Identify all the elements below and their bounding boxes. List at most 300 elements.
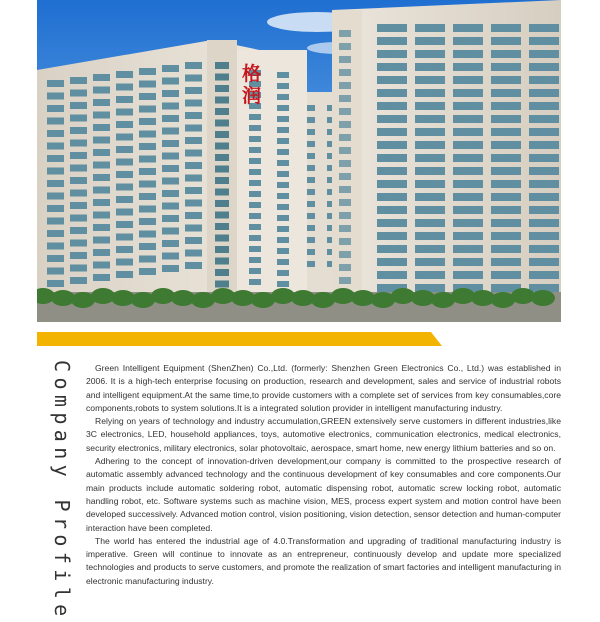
- window: [415, 271, 445, 279]
- window: [93, 224, 110, 231]
- window: [453, 141, 483, 149]
- window: [162, 165, 179, 172]
- window: [491, 89, 521, 97]
- window: [453, 154, 483, 162]
- window: [93, 99, 110, 106]
- window: [215, 223, 229, 230]
- window: [249, 246, 261, 252]
- window: [491, 154, 521, 162]
- window: [215, 235, 229, 242]
- window: [529, 193, 559, 201]
- window: [529, 76, 559, 84]
- window: [116, 184, 133, 191]
- window: [415, 141, 445, 149]
- section-title: Company Profile: [50, 360, 74, 622]
- window: [249, 279, 261, 285]
- window: [162, 128, 179, 135]
- window: [93, 249, 110, 256]
- window: [139, 143, 156, 150]
- window: [185, 150, 202, 157]
- window: [529, 102, 559, 110]
- window: [116, 209, 133, 216]
- factory-photo: [37, 0, 561, 322]
- window: [47, 218, 64, 225]
- window: [453, 167, 483, 175]
- window: [491, 128, 521, 136]
- window: [162, 115, 179, 122]
- window: [249, 136, 261, 142]
- window: [116, 246, 133, 253]
- window: [93, 74, 110, 81]
- window: [70, 252, 87, 259]
- window: [491, 258, 521, 266]
- window: [249, 125, 261, 131]
- window: [277, 116, 289, 122]
- window: [93, 274, 110, 281]
- window: [277, 226, 289, 232]
- window: [415, 154, 445, 162]
- window: [215, 108, 229, 115]
- window: [491, 115, 521, 123]
- window: [453, 50, 483, 58]
- window: [116, 121, 133, 128]
- window: [47, 280, 64, 287]
- window: [339, 264, 351, 271]
- window: [339, 212, 351, 219]
- window: [339, 225, 351, 232]
- window: [162, 103, 179, 110]
- window: [185, 112, 202, 119]
- window: [70, 115, 87, 122]
- window: [339, 95, 351, 102]
- window: [215, 189, 229, 196]
- window: [215, 212, 229, 219]
- window: [415, 76, 445, 84]
- window: [93, 124, 110, 131]
- window: [162, 65, 179, 72]
- window: [491, 180, 521, 188]
- window: [185, 225, 202, 232]
- window: [139, 206, 156, 213]
- window: [377, 154, 407, 162]
- window: [277, 193, 289, 199]
- window: [415, 115, 445, 123]
- yellow-band: [37, 332, 442, 346]
- window: [139, 68, 156, 75]
- window: [185, 87, 202, 94]
- window: [185, 162, 202, 169]
- window: [529, 154, 559, 162]
- window: [529, 50, 559, 58]
- factory-illustration: [37, 0, 561, 322]
- window: [185, 262, 202, 269]
- window: [162, 178, 179, 185]
- window: [47, 93, 64, 100]
- window: [415, 89, 445, 97]
- window: [70, 227, 87, 234]
- window: [249, 224, 261, 230]
- window: [377, 63, 407, 71]
- window: [70, 190, 87, 197]
- window: [93, 262, 110, 269]
- window: [377, 141, 407, 149]
- window: [529, 271, 559, 279]
- window: [377, 219, 407, 227]
- window: [453, 128, 483, 136]
- window: [491, 167, 521, 175]
- window: [529, 232, 559, 240]
- window: [453, 245, 483, 253]
- window: [215, 120, 229, 127]
- window: [116, 221, 133, 228]
- window: [249, 213, 261, 219]
- window: [139, 93, 156, 100]
- window: [377, 180, 407, 188]
- window: [93, 162, 110, 169]
- window: [215, 143, 229, 150]
- window: [491, 37, 521, 45]
- window: [277, 171, 289, 177]
- window: [139, 268, 156, 275]
- window: [415, 37, 445, 45]
- yellow-band-shape: [37, 332, 442, 346]
- window: [139, 256, 156, 263]
- window: [415, 245, 445, 253]
- window: [339, 134, 351, 141]
- window: [215, 281, 229, 288]
- window: [277, 105, 289, 111]
- window: [139, 168, 156, 175]
- window: [415, 128, 445, 136]
- window: [277, 83, 289, 89]
- window: [70, 215, 87, 222]
- window: [185, 200, 202, 207]
- window: [249, 268, 261, 274]
- window: [529, 24, 559, 32]
- window: [139, 81, 156, 88]
- window: [491, 219, 521, 227]
- window: [377, 102, 407, 110]
- window: [249, 169, 261, 175]
- window: [93, 212, 110, 219]
- window: [70, 177, 87, 184]
- window: [453, 24, 483, 32]
- window: [70, 265, 87, 272]
- window: [339, 147, 351, 154]
- profile-text: [86, 362, 561, 588]
- window: [116, 259, 133, 266]
- window: [491, 232, 521, 240]
- window: [249, 158, 261, 164]
- window: [377, 128, 407, 136]
- window: [491, 206, 521, 214]
- window: [377, 232, 407, 240]
- window: [215, 246, 229, 253]
- window: [339, 30, 351, 37]
- window: [162, 240, 179, 247]
- window: [491, 141, 521, 149]
- window: [116, 196, 133, 203]
- window: [215, 258, 229, 265]
- window: [277, 281, 289, 287]
- window: [339, 277, 351, 284]
- window: [185, 175, 202, 182]
- window: [277, 127, 289, 133]
- window: [453, 63, 483, 71]
- window: [377, 115, 407, 123]
- window: [116, 84, 133, 91]
- window: [47, 255, 64, 262]
- window: [162, 215, 179, 222]
- window: [70, 165, 87, 172]
- window: [277, 215, 289, 221]
- window: [93, 112, 110, 119]
- window: [70, 240, 87, 247]
- window: [249, 235, 261, 241]
- window: [377, 167, 407, 175]
- window: [215, 62, 229, 69]
- window: [339, 160, 351, 167]
- section-title-container: [38, 360, 78, 622]
- window: [116, 271, 133, 278]
- window: [377, 245, 407, 253]
- window: [415, 180, 445, 188]
- window: [491, 245, 521, 253]
- window: [47, 243, 64, 250]
- window: [529, 206, 559, 214]
- window: [415, 219, 445, 227]
- window: [277, 160, 289, 166]
- window: [491, 102, 521, 110]
- window: [453, 193, 483, 201]
- window: [339, 56, 351, 63]
- window: [185, 137, 202, 144]
- window: [47, 230, 64, 237]
- paragraph: Relying on years of technology and industry accumulation,GREEN extensively serve customers in different industries,like 3C electronics, LED, household appliances, toys, automotive electronics, communication electronics, medical electronics, security electronics, military electronics, solar photovoltaic, aerospace, smart home, new energy lithium batteries and so on.: [86, 416, 561, 453]
- window: [339, 251, 351, 258]
- window: [529, 258, 559, 266]
- window: [185, 212, 202, 219]
- window: [215, 154, 229, 161]
- paragraph: Adhering to the concept of innovation-driven development,our company is committed to the prospective research of automatic assembly advanced technology and the continuous development of key consumables and core components.Our main products include automatic soldering robot, automatic dispensing robot, automatic screw locking robot, automatic handling robot, etc. Software systems such as machine vision, MES, process expert system and motion control have been developed successively. Advanced motion control, vision positioning, vision detection, sensor detection and human-computer interaction have been completed.: [86, 456, 561, 533]
- window: [453, 37, 483, 45]
- window: [162, 140, 179, 147]
- window: [185, 125, 202, 132]
- window: [47, 105, 64, 112]
- window: [339, 238, 351, 245]
- window: [162, 153, 179, 160]
- window: [249, 257, 261, 263]
- window: [70, 102, 87, 109]
- window: [415, 193, 445, 201]
- window: [277, 204, 289, 210]
- window: [453, 180, 483, 188]
- window: [529, 141, 559, 149]
- window: [162, 265, 179, 272]
- window: [277, 259, 289, 265]
- window: [162, 78, 179, 85]
- window: [277, 270, 289, 276]
- window: [415, 258, 445, 266]
- window: [47, 155, 64, 162]
- window: [70, 202, 87, 209]
- window: [162, 203, 179, 210]
- window: [377, 271, 407, 279]
- window: [70, 77, 87, 84]
- window: [70, 277, 87, 284]
- window: [491, 76, 521, 84]
- window: [415, 167, 445, 175]
- window: [339, 121, 351, 128]
- window: [116, 146, 133, 153]
- window: [453, 115, 483, 123]
- window: [215, 166, 229, 173]
- window: [70, 140, 87, 147]
- window: [529, 180, 559, 188]
- window: [339, 173, 351, 180]
- window: [415, 63, 445, 71]
- window: [277, 72, 289, 78]
- window: [47, 205, 64, 212]
- window: [529, 219, 559, 227]
- window: [215, 269, 229, 276]
- window: [339, 199, 351, 206]
- window: [453, 232, 483, 240]
- window: [377, 37, 407, 45]
- window: [47, 143, 64, 150]
- window: [185, 100, 202, 107]
- window: [277, 248, 289, 254]
- window: [47, 193, 64, 200]
- window: [139, 193, 156, 200]
- window: [415, 102, 445, 110]
- window: [116, 96, 133, 103]
- window: [185, 237, 202, 244]
- window: [139, 131, 156, 138]
- window: [185, 62, 202, 69]
- window: [339, 186, 351, 193]
- window: [116, 171, 133, 178]
- window: [529, 37, 559, 45]
- window: [162, 253, 179, 260]
- window: [215, 74, 229, 81]
- window: [377, 24, 407, 32]
- window: [415, 24, 445, 32]
- window: [249, 114, 261, 120]
- paragraph: Green Intelligent Equipment (ShenZhen) Co.,Ltd. (formerly: Shenzhen Green Electronics Co., Ltd.) was established in 2006. It is a high-tech enterprise focusing on production, research and development, sales and service of industrial robots and intelligent equipment.At the same time,to provide customers with a complete set of services from key consumables,core components,robots to system solutions.It is a integrated solution provider in intelligent manufacturing industry.: [86, 363, 561, 413]
- window: [70, 152, 87, 159]
- window: [453, 206, 483, 214]
- paragraph: The world has entered the industrial age of 4.0.Transformation and upgrading of traditional manufacturing industry is imperative. Green will continue to innovate as an entrepreneur, continuously develop and update more specialized technologies and products to serve customers, and promote the realization of smart factories and intelligent manufacturing in electronic manufacturing industry.: [86, 535, 561, 586]
- window: [249, 180, 261, 186]
- window: [93, 187, 110, 194]
- window: [70, 127, 87, 134]
- window: [415, 50, 445, 58]
- window: [93, 174, 110, 181]
- window: [491, 24, 521, 32]
- window: [339, 108, 351, 115]
- window: [93, 237, 110, 244]
- window: [249, 147, 261, 153]
- window: [139, 156, 156, 163]
- window: [116, 71, 133, 78]
- window: [453, 258, 483, 266]
- window: [116, 159, 133, 166]
- window: [47, 118, 64, 125]
- window: [162, 90, 179, 97]
- window: [529, 115, 559, 123]
- window: [139, 181, 156, 188]
- window: [249, 202, 261, 208]
- window: [139, 106, 156, 113]
- window: [47, 168, 64, 175]
- window: [70, 90, 87, 97]
- window: [185, 250, 202, 257]
- window: [377, 50, 407, 58]
- window: [277, 182, 289, 188]
- window: [377, 206, 407, 214]
- window: [377, 76, 407, 84]
- window: [529, 245, 559, 253]
- window: [47, 80, 64, 87]
- window: [277, 138, 289, 144]
- window: [339, 82, 351, 89]
- window: [116, 234, 133, 241]
- window: [185, 187, 202, 194]
- window: [377, 258, 407, 266]
- window: [139, 231, 156, 238]
- window: [339, 69, 351, 76]
- window: [453, 76, 483, 84]
- window: [529, 167, 559, 175]
- window: [93, 87, 110, 94]
- window: [215, 131, 229, 138]
- window: [415, 206, 445, 214]
- window: [139, 243, 156, 250]
- window: [116, 134, 133, 141]
- right-building: [332, 0, 561, 300]
- window: [139, 218, 156, 225]
- window: [249, 191, 261, 197]
- window: [277, 237, 289, 243]
- window: [215, 177, 229, 184]
- window: [529, 63, 559, 71]
- window: [529, 89, 559, 97]
- window: [491, 193, 521, 201]
- window: [47, 130, 64, 137]
- window: [529, 128, 559, 136]
- window: [377, 89, 407, 97]
- window: [453, 219, 483, 227]
- window: [491, 50, 521, 58]
- window: [453, 89, 483, 97]
- window: [47, 180, 64, 187]
- window: [215, 85, 229, 92]
- window: [215, 200, 229, 207]
- window: [93, 199, 110, 206]
- window: [162, 190, 179, 197]
- window: [339, 43, 351, 50]
- window: [215, 97, 229, 104]
- window: [139, 118, 156, 125]
- window: [47, 268, 64, 275]
- window: [277, 149, 289, 155]
- window: [491, 271, 521, 279]
- window: [185, 75, 202, 82]
- window: [453, 271, 483, 279]
- window: [93, 137, 110, 144]
- building-sign: 格润: [242, 63, 262, 107]
